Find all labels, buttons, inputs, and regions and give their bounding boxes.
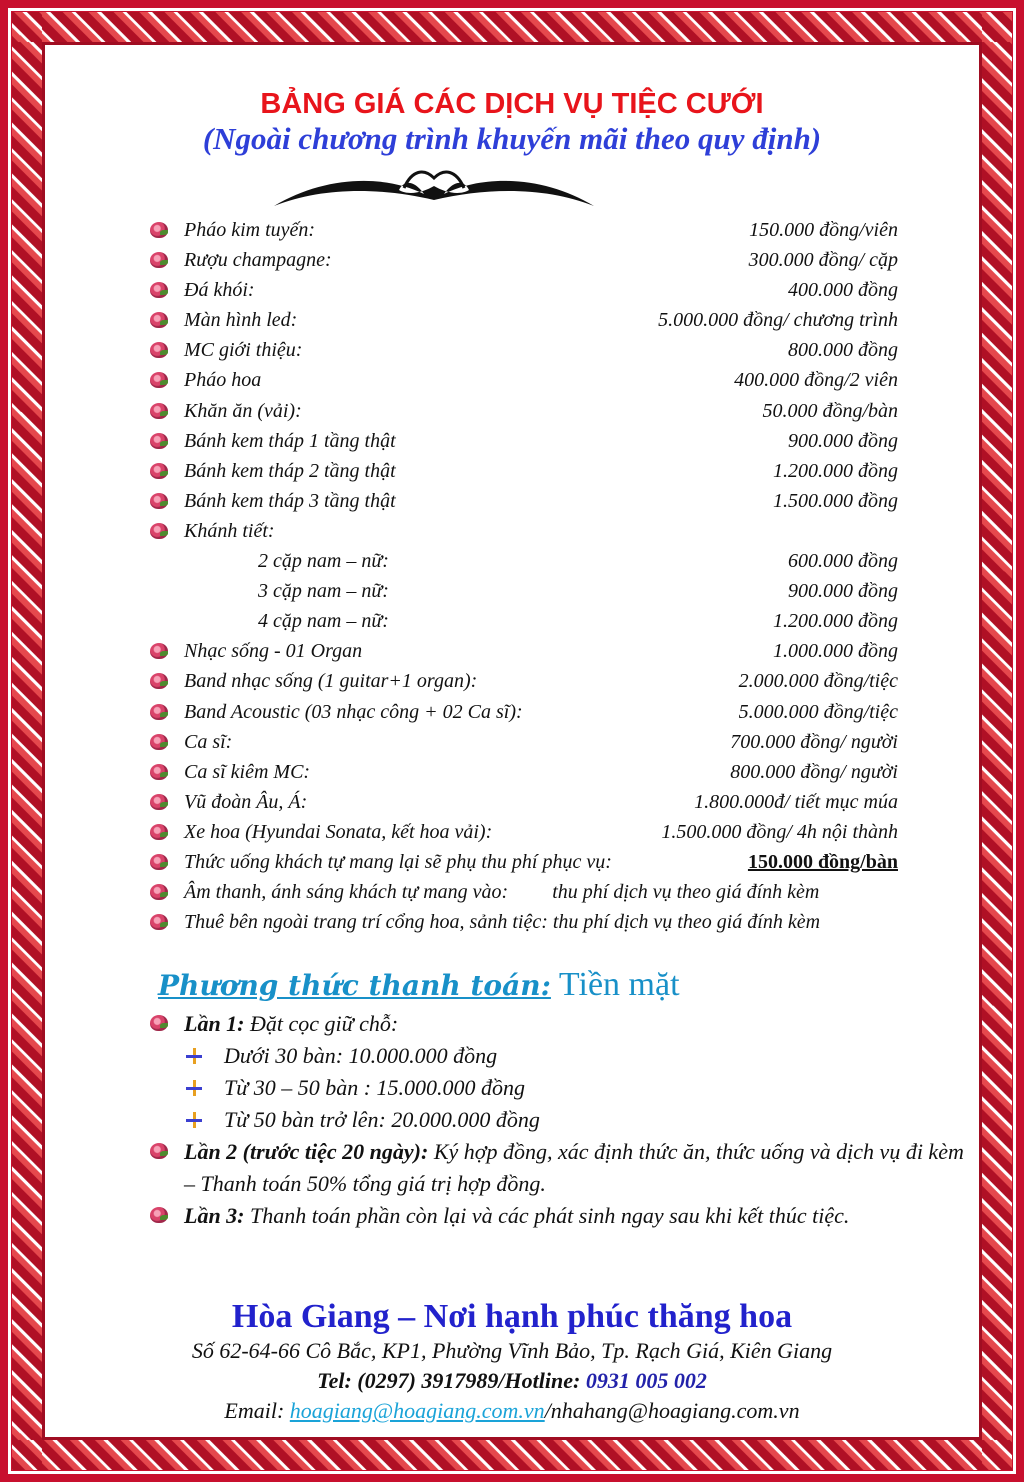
list-item: Âm thanh, ánh sáng khách tự mang vào: thu phí dịch vụ theo giá đính kèm bbox=[148, 877, 898, 907]
rose-bullet-icon bbox=[150, 914, 168, 930]
rose-bullet-icon bbox=[150, 854, 168, 870]
payment-heading bbox=[158, 966, 680, 1004]
payment-method: Tiền mặt bbox=[558, 966, 680, 1003]
rose-bullet-icon bbox=[150, 794, 168, 810]
list-item: Band nhạc sống (1 guitar+1 organ): 2.000.000 đồng/tiệc bbox=[148, 666, 898, 696]
list-item: Thức uống khách tự mang lại sẽ phụ thu phí phục vụ: 150.000 đồng/bàn bbox=[148, 847, 898, 877]
list-item: Lần 3: Thanh toán phần còn lại và các phát sinh ngay sau khi kết thúc tiệc. bbox=[148, 1200, 978, 1232]
list-item: Bánh kem tháp 1 tầng thật 900.000 đồng bbox=[148, 426, 898, 456]
plus-bullet-icon bbox=[186, 1048, 202, 1064]
list-item: Nhạc sống - 01 Organ 1.000.000 đồng bbox=[148, 636, 898, 666]
rose-bullet-icon bbox=[150, 764, 168, 780]
page-subtitle: (Ngoài chương trình khuyến mãi theo quy định) bbox=[202, 121, 822, 156]
list-item: Màn hình led: 5.000.000 đồng/ chương trình bbox=[148, 305, 898, 335]
rose-bullet-icon bbox=[150, 824, 168, 840]
plus-bullet-icon bbox=[186, 1080, 202, 1096]
payment-heading-label: Phương thức thanh toán: bbox=[158, 969, 551, 1002]
rose-bullet-icon bbox=[150, 643, 168, 659]
rose-bullet-icon bbox=[150, 1015, 168, 1031]
list-item: Rượu champagne: 300.000 đồng/ cặp bbox=[148, 245, 898, 275]
list-item: Khăn ăn (vải): 50.000 đồng/bàn bbox=[148, 396, 898, 426]
rose-bullet-icon bbox=[150, 222, 168, 238]
list-item: 4 cặp nam – nữ: 1.200.000 đồng bbox=[258, 610, 898, 633]
footer-address: Số 62-64-66 Cô Bắc, KP1, Phường Vĩnh Bảo, Tp. Rạch Giá, Kiên Giang bbox=[191, 1338, 833, 1363]
list-item: Lần 2 (trước tiệc 20 ngày): Ký hợp đồng, xác định thức ăn, thức uống và dịch vụ đi kèm – Thanh toán 50% tổng giá trị hợp đồng. bbox=[148, 1136, 978, 1200]
footer-slogan: Hòa Giang – Nơi hạnh phúc thăng hoa bbox=[231, 1298, 793, 1335]
price-list bbox=[148, 215, 898, 937]
ornament-divider-icon bbox=[264, 166, 604, 210]
list-item: 2 cặp nam – nữ: 600.000 đồng bbox=[258, 550, 898, 573]
rose-bullet-icon bbox=[150, 704, 168, 720]
list-item: Khánh tiết: bbox=[148, 516, 898, 546]
payment-list bbox=[148, 1008, 978, 1232]
rose-bullet-icon bbox=[150, 673, 168, 689]
rose-bullet-icon bbox=[150, 523, 168, 539]
list-item: Band Acoustic (03 nhạc công + 02 Ca sĩ): 5.000.000 đồng/tiệc bbox=[148, 697, 898, 727]
rose-bullet-icon bbox=[150, 403, 168, 419]
rose-bullet-icon bbox=[150, 372, 168, 388]
list-item: Pháo hoa 400.000 đồng/2 viên bbox=[148, 365, 898, 395]
rose-bullet-icon bbox=[150, 463, 168, 479]
rose-bullet-icon bbox=[150, 1143, 168, 1159]
list-item: Lần 1: Đặt cọc giữ chỗ: bbox=[148, 1008, 978, 1040]
list-item: Từ 50 bàn trở lên: 20.000.000 đồng bbox=[148, 1104, 978, 1136]
rose-bullet-icon bbox=[150, 1207, 168, 1223]
rose-bullet-icon bbox=[150, 342, 168, 358]
list-item: Ca sĩ: 700.000 đồng/ người bbox=[148, 727, 898, 757]
rose-bullet-icon bbox=[150, 433, 168, 449]
list-item: Vũ đoàn Âu, Á: 1.800.000đ/ tiết mục múa bbox=[148, 787, 898, 817]
list-item: Bánh kem tháp 3 tầng thật 1.500.000 đồng bbox=[148, 486, 898, 516]
rose-bullet-icon bbox=[150, 282, 168, 298]
rose-bullet-icon bbox=[150, 493, 168, 509]
footer-phone: Tel: (0297) 3917989/Hotline: 0931 005 002 bbox=[317, 1368, 707, 1393]
list-item: Bánh kem tháp 2 tầng thật 1.200.000 đồng bbox=[148, 456, 898, 486]
list-item: Ca sĩ kiêm MC: 800.000 đồng/ người bbox=[148, 757, 898, 787]
list-item: Thuê bên ngoài trang trí cổng hoa, sảnh tiệc: thu phí dịch vụ theo giá đính kèm bbox=[148, 907, 898, 937]
footer-email: Email: hoagiang@hoagiang.com.vn/nhahang@hoagiang.com.vn bbox=[224, 1398, 800, 1423]
list-item: Dưới 30 bàn: 10.000.000 đồng bbox=[148, 1040, 978, 1072]
hotline-number: 0931 005 002 bbox=[585, 1368, 707, 1393]
rose-bullet-icon bbox=[150, 734, 168, 750]
page-content bbox=[48, 48, 976, 1434]
list-item: Xe hoa (Hyundai Sonata, kết hoa vải): 1.500.000 đồng/ 4h nội thành bbox=[148, 817, 898, 847]
email-link[interactable]: hoagiang@hoagiang.com.vn bbox=[289, 1398, 545, 1423]
list-item: 3 cặp nam – nữ: 900.000 đồng bbox=[258, 580, 898, 603]
email-secondary: /nhahang@hoagiang.com.vn bbox=[544, 1398, 800, 1423]
rose-bullet-icon bbox=[150, 884, 168, 900]
list-item: Từ 30 – 50 bàn : 15.000.000 đồng bbox=[148, 1072, 978, 1104]
plus-bullet-icon bbox=[186, 1112, 202, 1128]
rose-bullet-icon bbox=[150, 252, 168, 268]
list-item: MC giới thiệu: 800.000 đồng bbox=[148, 335, 898, 365]
rose-bullet-icon bbox=[150, 312, 168, 328]
list-item: Pháo kim tuyến: 150.000 đồng/viên bbox=[148, 215, 898, 245]
page-title: BẢNG GIÁ CÁC DỊCH VỤ TIỆC CƯỚI bbox=[260, 88, 764, 120]
list-item: Đá khói: 400.000 đồng bbox=[148, 275, 898, 305]
